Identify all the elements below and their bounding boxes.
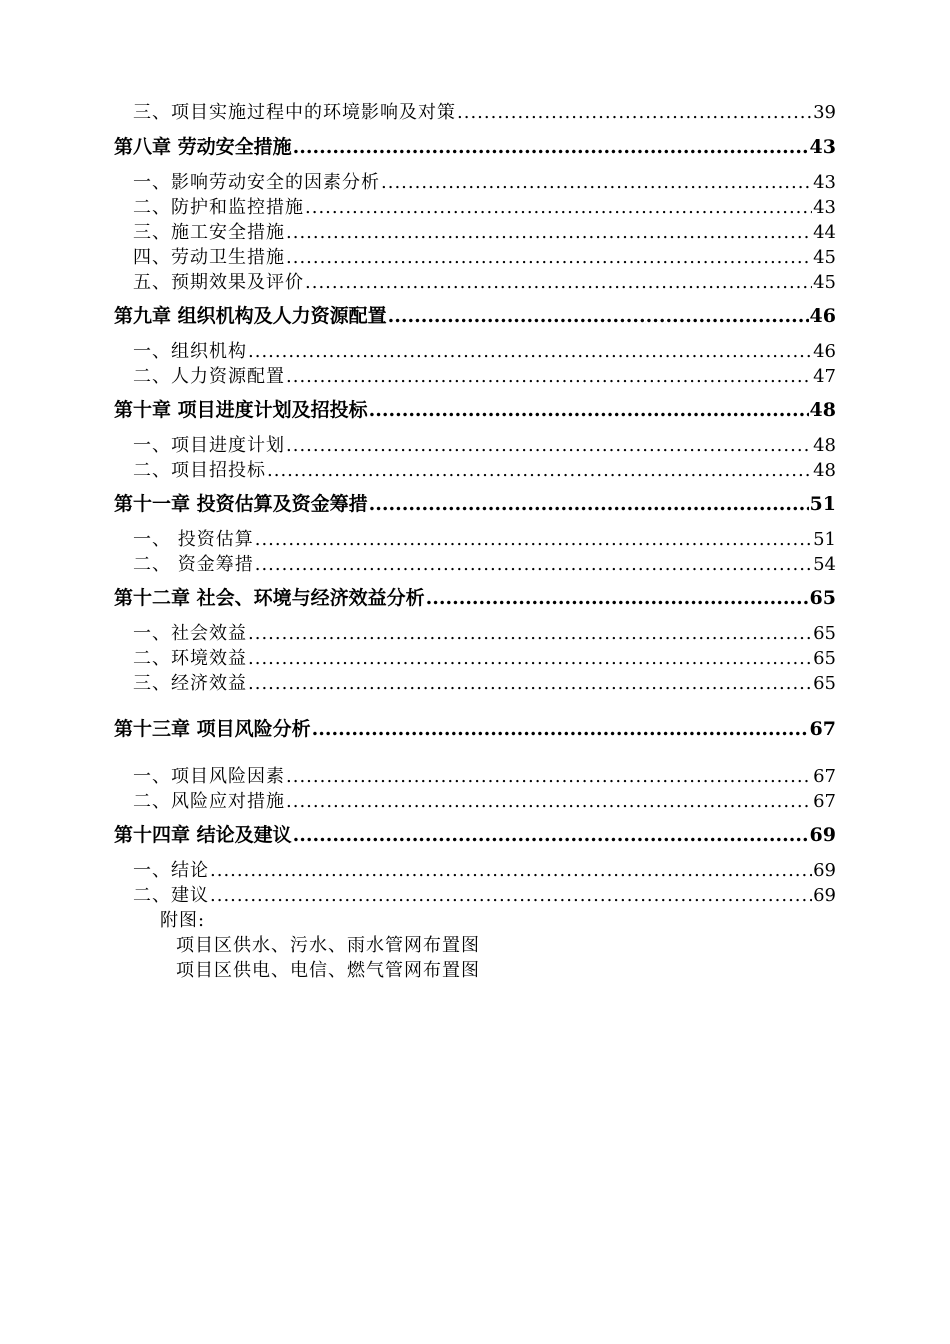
toc-entry bbox=[114, 787, 836, 811]
toc-chapter-entry bbox=[114, 395, 836, 421]
toc-entry bbox=[114, 362, 836, 386]
dot-leader bbox=[312, 718, 809, 740]
toc-entry-title: 二、风险应对措施 bbox=[133, 791, 285, 812]
toc-entry-page: 65 bbox=[813, 673, 836, 694]
dot-leader bbox=[286, 222, 812, 243]
toc-chapter-page: 65 bbox=[809, 587, 836, 609]
toc-entry-page: 46 bbox=[813, 341, 836, 362]
toc-entry bbox=[114, 337, 836, 361]
dot-leader bbox=[426, 587, 809, 609]
toc-entry bbox=[114, 619, 836, 643]
appendix-item: 项目区供水、污水、雨水管网布置图 bbox=[176, 935, 480, 956]
toc-entry-page: 54 bbox=[813, 554, 836, 575]
toc-entry-title: 一、项目进度计划 bbox=[133, 435, 285, 456]
toc-entry-page: 43 bbox=[813, 172, 836, 193]
toc-entry-page: 69 bbox=[813, 860, 836, 881]
dot-leader bbox=[293, 136, 809, 158]
toc-entry bbox=[114, 431, 836, 455]
toc-entry bbox=[114, 762, 836, 786]
toc-chapter-page: 46 bbox=[809, 305, 836, 327]
dot-leader bbox=[286, 435, 812, 456]
toc-chapter-title: 第十一章 投资估算及资金筹措 bbox=[114, 493, 368, 515]
toc-entry bbox=[114, 98, 836, 122]
dot-leader bbox=[248, 341, 812, 362]
toc-entry-title: 一、结论 bbox=[133, 860, 209, 881]
toc-entry-title: 三、项目实施过程中的环境影响及对策 bbox=[133, 102, 456, 123]
toc-entry-title: 一、社会效益 bbox=[133, 623, 247, 644]
toc-entry-title: 二、 资金筹措 bbox=[133, 554, 254, 575]
toc-chapter-entry bbox=[114, 583, 836, 609]
dot-leader bbox=[305, 272, 812, 293]
toc-entry-title: 一、 投资估算 bbox=[133, 529, 254, 550]
toc-entry-page: 45 bbox=[813, 272, 836, 293]
toc-entry-page: 65 bbox=[813, 648, 836, 669]
toc-chapter-entry bbox=[114, 489, 836, 515]
toc-chapter-title: 第九章 组织机构及人力资源配置 bbox=[114, 305, 387, 327]
toc-entry-title: 二、防护和监控措施 bbox=[133, 197, 304, 218]
toc-entry bbox=[114, 644, 836, 668]
dot-leader bbox=[369, 493, 809, 515]
toc-entry-page: 67 bbox=[813, 791, 836, 812]
toc-chapter-entry bbox=[114, 714, 836, 740]
dot-leader bbox=[248, 648, 812, 669]
toc-chapter-page: 51 bbox=[809, 493, 836, 515]
toc-entry-title: 二、建议 bbox=[133, 885, 209, 906]
toc-entry bbox=[114, 525, 836, 549]
dot-leader bbox=[267, 460, 812, 481]
dot-leader bbox=[286, 791, 812, 812]
toc-entry bbox=[114, 268, 836, 292]
toc-chapter-page: 69 bbox=[809, 824, 836, 846]
toc-entry-title: 五、预期效果及评价 bbox=[133, 272, 304, 293]
toc-entry bbox=[114, 218, 836, 242]
toc-chapter-page: 43 bbox=[809, 136, 836, 158]
dot-leader bbox=[286, 247, 812, 268]
toc-entry-page: 39 bbox=[813, 102, 836, 123]
toc-entry bbox=[114, 456, 836, 480]
dot-leader bbox=[286, 766, 812, 787]
dot-leader bbox=[255, 529, 812, 550]
toc-entry-title: 三、经济效益 bbox=[133, 673, 247, 694]
toc-chapter-title: 第十四章 结论及建议 bbox=[114, 824, 292, 846]
toc-chapter-title: 第十三章 项目风险分析 bbox=[114, 718, 311, 740]
toc-chapter-title: 第八章 劳动安全措施 bbox=[114, 136, 292, 158]
toc-entry-page: 48 bbox=[813, 460, 836, 481]
appendix-heading: 附图: bbox=[160, 910, 206, 931]
toc-chapter-title: 第十章 项目进度计划及招投标 bbox=[114, 399, 368, 421]
toc-chapter-title: 第十二章 社会、环境与经济效益分析 bbox=[114, 587, 425, 609]
toc-entry bbox=[114, 243, 836, 267]
toc-entry bbox=[114, 856, 836, 880]
dot-leader bbox=[381, 172, 812, 193]
toc-chapter-entry bbox=[114, 820, 836, 846]
toc-entry-page: 65 bbox=[813, 623, 836, 644]
toc-chapter-page: 48 bbox=[809, 399, 836, 421]
dot-leader bbox=[457, 102, 812, 123]
toc-entry-page: 47 bbox=[813, 366, 836, 387]
toc-entry-title: 二、环境效益 bbox=[133, 648, 247, 669]
toc-entry-title: 一、组织机构 bbox=[133, 341, 247, 362]
toc-entry-page: 69 bbox=[813, 885, 836, 906]
toc-chapter-entry bbox=[114, 301, 836, 327]
dot-leader bbox=[210, 860, 812, 881]
toc-entry-title: 四、劳动卫生措施 bbox=[133, 247, 285, 268]
toc-chapter-page: 67 bbox=[809, 718, 836, 740]
toc-entry-title: 一、项目风险因素 bbox=[133, 766, 285, 787]
toc-entry-title: 二、项目招投标 bbox=[133, 460, 266, 481]
toc-entry bbox=[114, 193, 836, 217]
toc-entry-page: 44 bbox=[813, 222, 836, 243]
toc-entry-title: 一、影响劳动安全的因素分析 bbox=[133, 172, 380, 193]
toc-entry-page: 43 bbox=[813, 197, 836, 218]
toc-entry bbox=[114, 550, 836, 574]
dot-leader bbox=[255, 554, 812, 575]
appendix-item: 项目区供电、电信、燃气管网布置图 bbox=[176, 960, 480, 981]
toc-entry-page: 51 bbox=[813, 529, 836, 550]
dot-leader bbox=[248, 623, 812, 644]
toc-chapter-entry bbox=[114, 132, 836, 158]
dot-leader bbox=[388, 305, 809, 327]
dot-leader bbox=[248, 673, 812, 694]
dot-leader bbox=[286, 366, 812, 387]
toc-entry-page: 67 bbox=[813, 766, 836, 787]
toc-entry bbox=[114, 168, 836, 192]
toc-entry bbox=[114, 881, 836, 905]
dot-leader bbox=[305, 197, 812, 218]
toc-entry-page: 48 bbox=[813, 435, 836, 456]
dot-leader bbox=[369, 399, 809, 421]
dot-leader bbox=[293, 824, 809, 846]
toc-entry-title: 三、施工安全措施 bbox=[133, 222, 285, 243]
toc-entry bbox=[114, 669, 836, 693]
toc-entry-page: 45 bbox=[813, 247, 836, 268]
toc-entry-title: 二、人力资源配置 bbox=[133, 366, 285, 387]
dot-leader bbox=[210, 885, 812, 906]
